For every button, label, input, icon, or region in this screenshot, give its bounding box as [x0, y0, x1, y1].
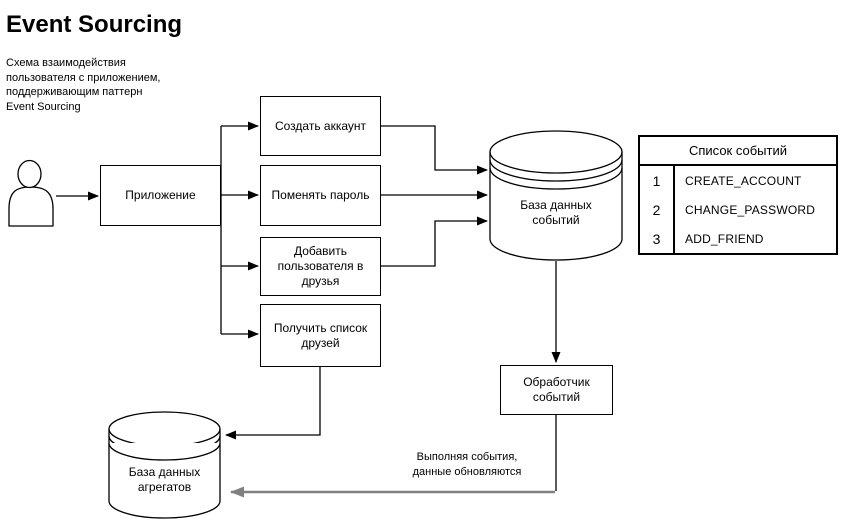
events-table-body — [640, 166, 836, 253]
events-table-row-value: ADD_FRIEND — [685, 231, 764, 246]
events-db-label: База данных событий — [520, 198, 592, 227]
events-table-row-number: 3 — [640, 224, 675, 253]
node-get-friends — [260, 304, 381, 367]
node-event-handler — [500, 365, 613, 415]
events-database-cylinder-icon — [490, 131, 622, 260]
events-table-row-value: CREATE_ACCOUNT — [685, 173, 802, 188]
events-table — [638, 135, 838, 255]
connector-get-friends-to-aggregates-db — [226, 367, 320, 435]
aggregates-db-label: База данных агрегатов — [128, 465, 201, 494]
node-add-friend-label: Добавить пользователя в друзья — [277, 244, 364, 288]
events-table-row-number: 2 — [640, 195, 675, 224]
node-add-friend — [260, 237, 381, 296]
update-annotation: Выполняя события, данные обновляются — [412, 451, 522, 478]
node-get-friends-label: Получить список друзей — [273, 320, 368, 350]
node-create-account — [260, 96, 381, 156]
connector-add-friend-to-events-db — [381, 221, 487, 266]
diagram-subtitle: Схема взаимодействия пользователя с приложением, поддерживающим паттерн Event Sourcing — [6, 57, 161, 113]
connector-create-account-to-events-db — [381, 126, 487, 170]
node-application-label: Приложение — [125, 188, 196, 202]
node-event-handler-label: Обработчик событий — [523, 375, 590, 404]
node-change-password — [260, 165, 381, 226]
page-title: Event Sourcing — [6, 11, 183, 38]
node-create-account-label: Создать аккаунт — [274, 118, 367, 133]
events-db-outline — [490, 131, 622, 260]
events-table-row-number: 1 — [640, 166, 675, 195]
user-icon — [9, 161, 53, 227]
node-application — [100, 165, 221, 226]
events-table-row-value: CHANGE_PASSWORD — [685, 202, 816, 217]
events-table-title: Список событий — [640, 137, 836, 166]
user-body-shape — [9, 187, 53, 226]
node-change-password-label: Поменять пароль — [271, 188, 370, 202]
user-head-shape — [18, 161, 41, 188]
